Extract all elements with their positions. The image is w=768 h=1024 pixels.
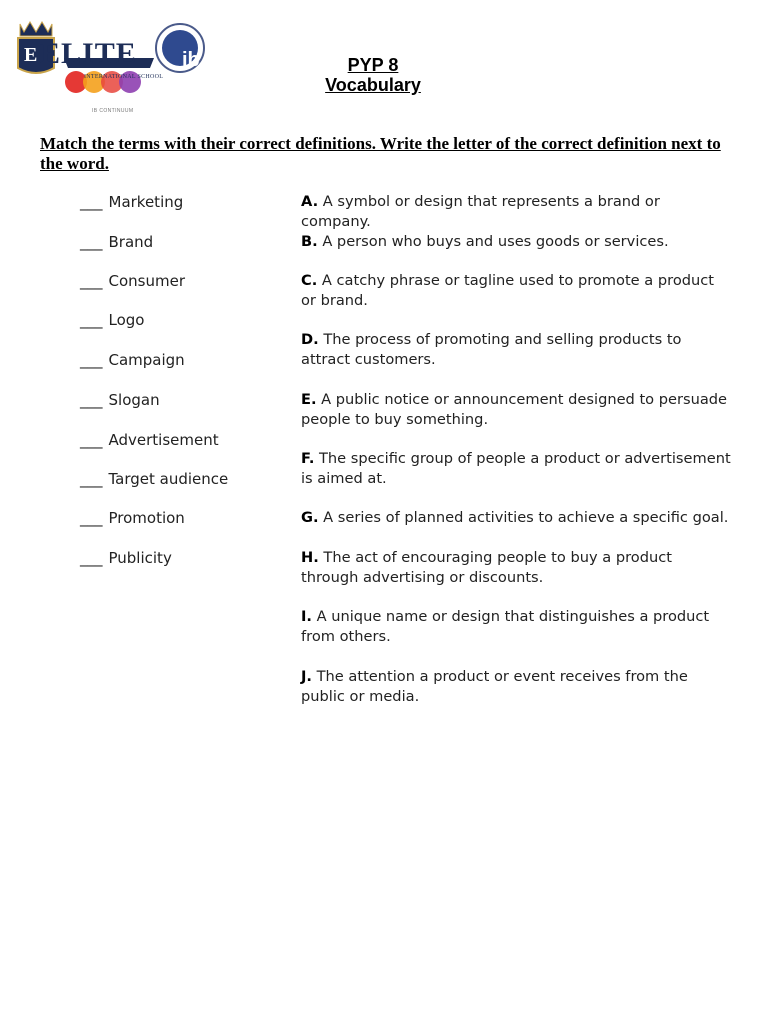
term-label: Logo (108, 311, 145, 329)
svg-text:E: E (24, 44, 38, 66)
answer-blank: ___ (80, 431, 103, 449)
definition-item (301, 607, 731, 647)
term-label: Campaign (108, 351, 185, 369)
definition-text: A person who buys and uses goods or services. (322, 233, 669, 250)
answer-blank: ___ (80, 509, 103, 527)
term-label: Consumer (108, 272, 185, 290)
answer-blank: ___ (80, 193, 103, 211)
definition-text: The process of promoting and selling products to attract customers. (301, 331, 682, 368)
definition-letter: D. (301, 331, 319, 348)
definition-text: The act of encouraging people to buy a product through advertising or discounts. (301, 549, 672, 586)
definition-text: The specific group of people a product or advertisement is aimed at. (301, 450, 731, 487)
answer-blank: ___ (80, 311, 103, 329)
definition-item (301, 667, 731, 707)
definition-text: The attention a product or event receives from the public or media. (301, 668, 688, 705)
definition-item (301, 271, 731, 311)
answer-blank: ___ (80, 351, 103, 369)
definition-letter: H. (301, 549, 319, 566)
definition-letter: J. (301, 668, 312, 685)
definition-text: A public notice or announcement designed to persuade people to buy something. (301, 391, 728, 428)
term-label: Promotion (108, 509, 185, 527)
term-item (80, 509, 185, 527)
answer-blank: ___ (80, 272, 103, 290)
term-item (80, 233, 153, 251)
definition-item (301, 449, 731, 489)
term-item (80, 431, 219, 449)
definition-item (301, 390, 731, 430)
term-label: Brand (108, 233, 154, 251)
term-label: Target audience (108, 470, 229, 488)
school-subtitle: INTERNATIONAL SCHOOL (84, 74, 164, 80)
instructions: Match the terms with their correct definitions. Write the letter of the correct definition next to the word. (40, 134, 721, 173)
definition-letter: E. (301, 391, 317, 408)
term-item (80, 549, 172, 567)
ib-mark: ib (182, 49, 200, 71)
definition-letter: C. (301, 272, 318, 289)
definition-text: A symbol or design that represents a brand or company. (301, 193, 660, 230)
school-name: ELITE (40, 37, 137, 70)
term-item (80, 351, 185, 369)
term-label: Advertisement (108, 431, 219, 449)
definition-text: A catchy phrase or tagline used to promote a product or brand. (301, 272, 715, 309)
term-item (80, 470, 228, 488)
term-item (80, 311, 144, 329)
definition-text: A unique name or design that distinguishes a product from others. (301, 608, 710, 645)
definition-letter: A. (301, 193, 319, 210)
definition-text: A series of planned activities to achieve a specific goal. (323, 509, 729, 526)
definition-letter: I. (301, 608, 312, 625)
definition-letter: F. (301, 450, 315, 467)
definition-item (301, 232, 731, 252)
answer-blank: ___ (80, 233, 103, 251)
term-item (80, 272, 185, 290)
definition-letter: B. (301, 233, 318, 250)
term-item (80, 391, 160, 409)
page-subtitle: Vocabulary (325, 75, 421, 95)
term-label: Slogan (108, 391, 160, 409)
answer-blank: ___ (80, 470, 103, 488)
definition-item (301, 508, 731, 528)
answer-blank: ___ (80, 391, 103, 409)
term-item (80, 193, 183, 211)
answer-blank: ___ (80, 549, 103, 567)
definition-item (301, 192, 731, 232)
definition-item (301, 330, 731, 370)
definition-letter: G. (301, 509, 319, 526)
school-tagline: IB CONTINUUM (92, 108, 134, 114)
term-label: Marketing (108, 193, 184, 211)
term-label: Publicity (108, 549, 172, 567)
definition-item (301, 548, 731, 588)
page-title: PYP 8 (347, 55, 399, 75)
